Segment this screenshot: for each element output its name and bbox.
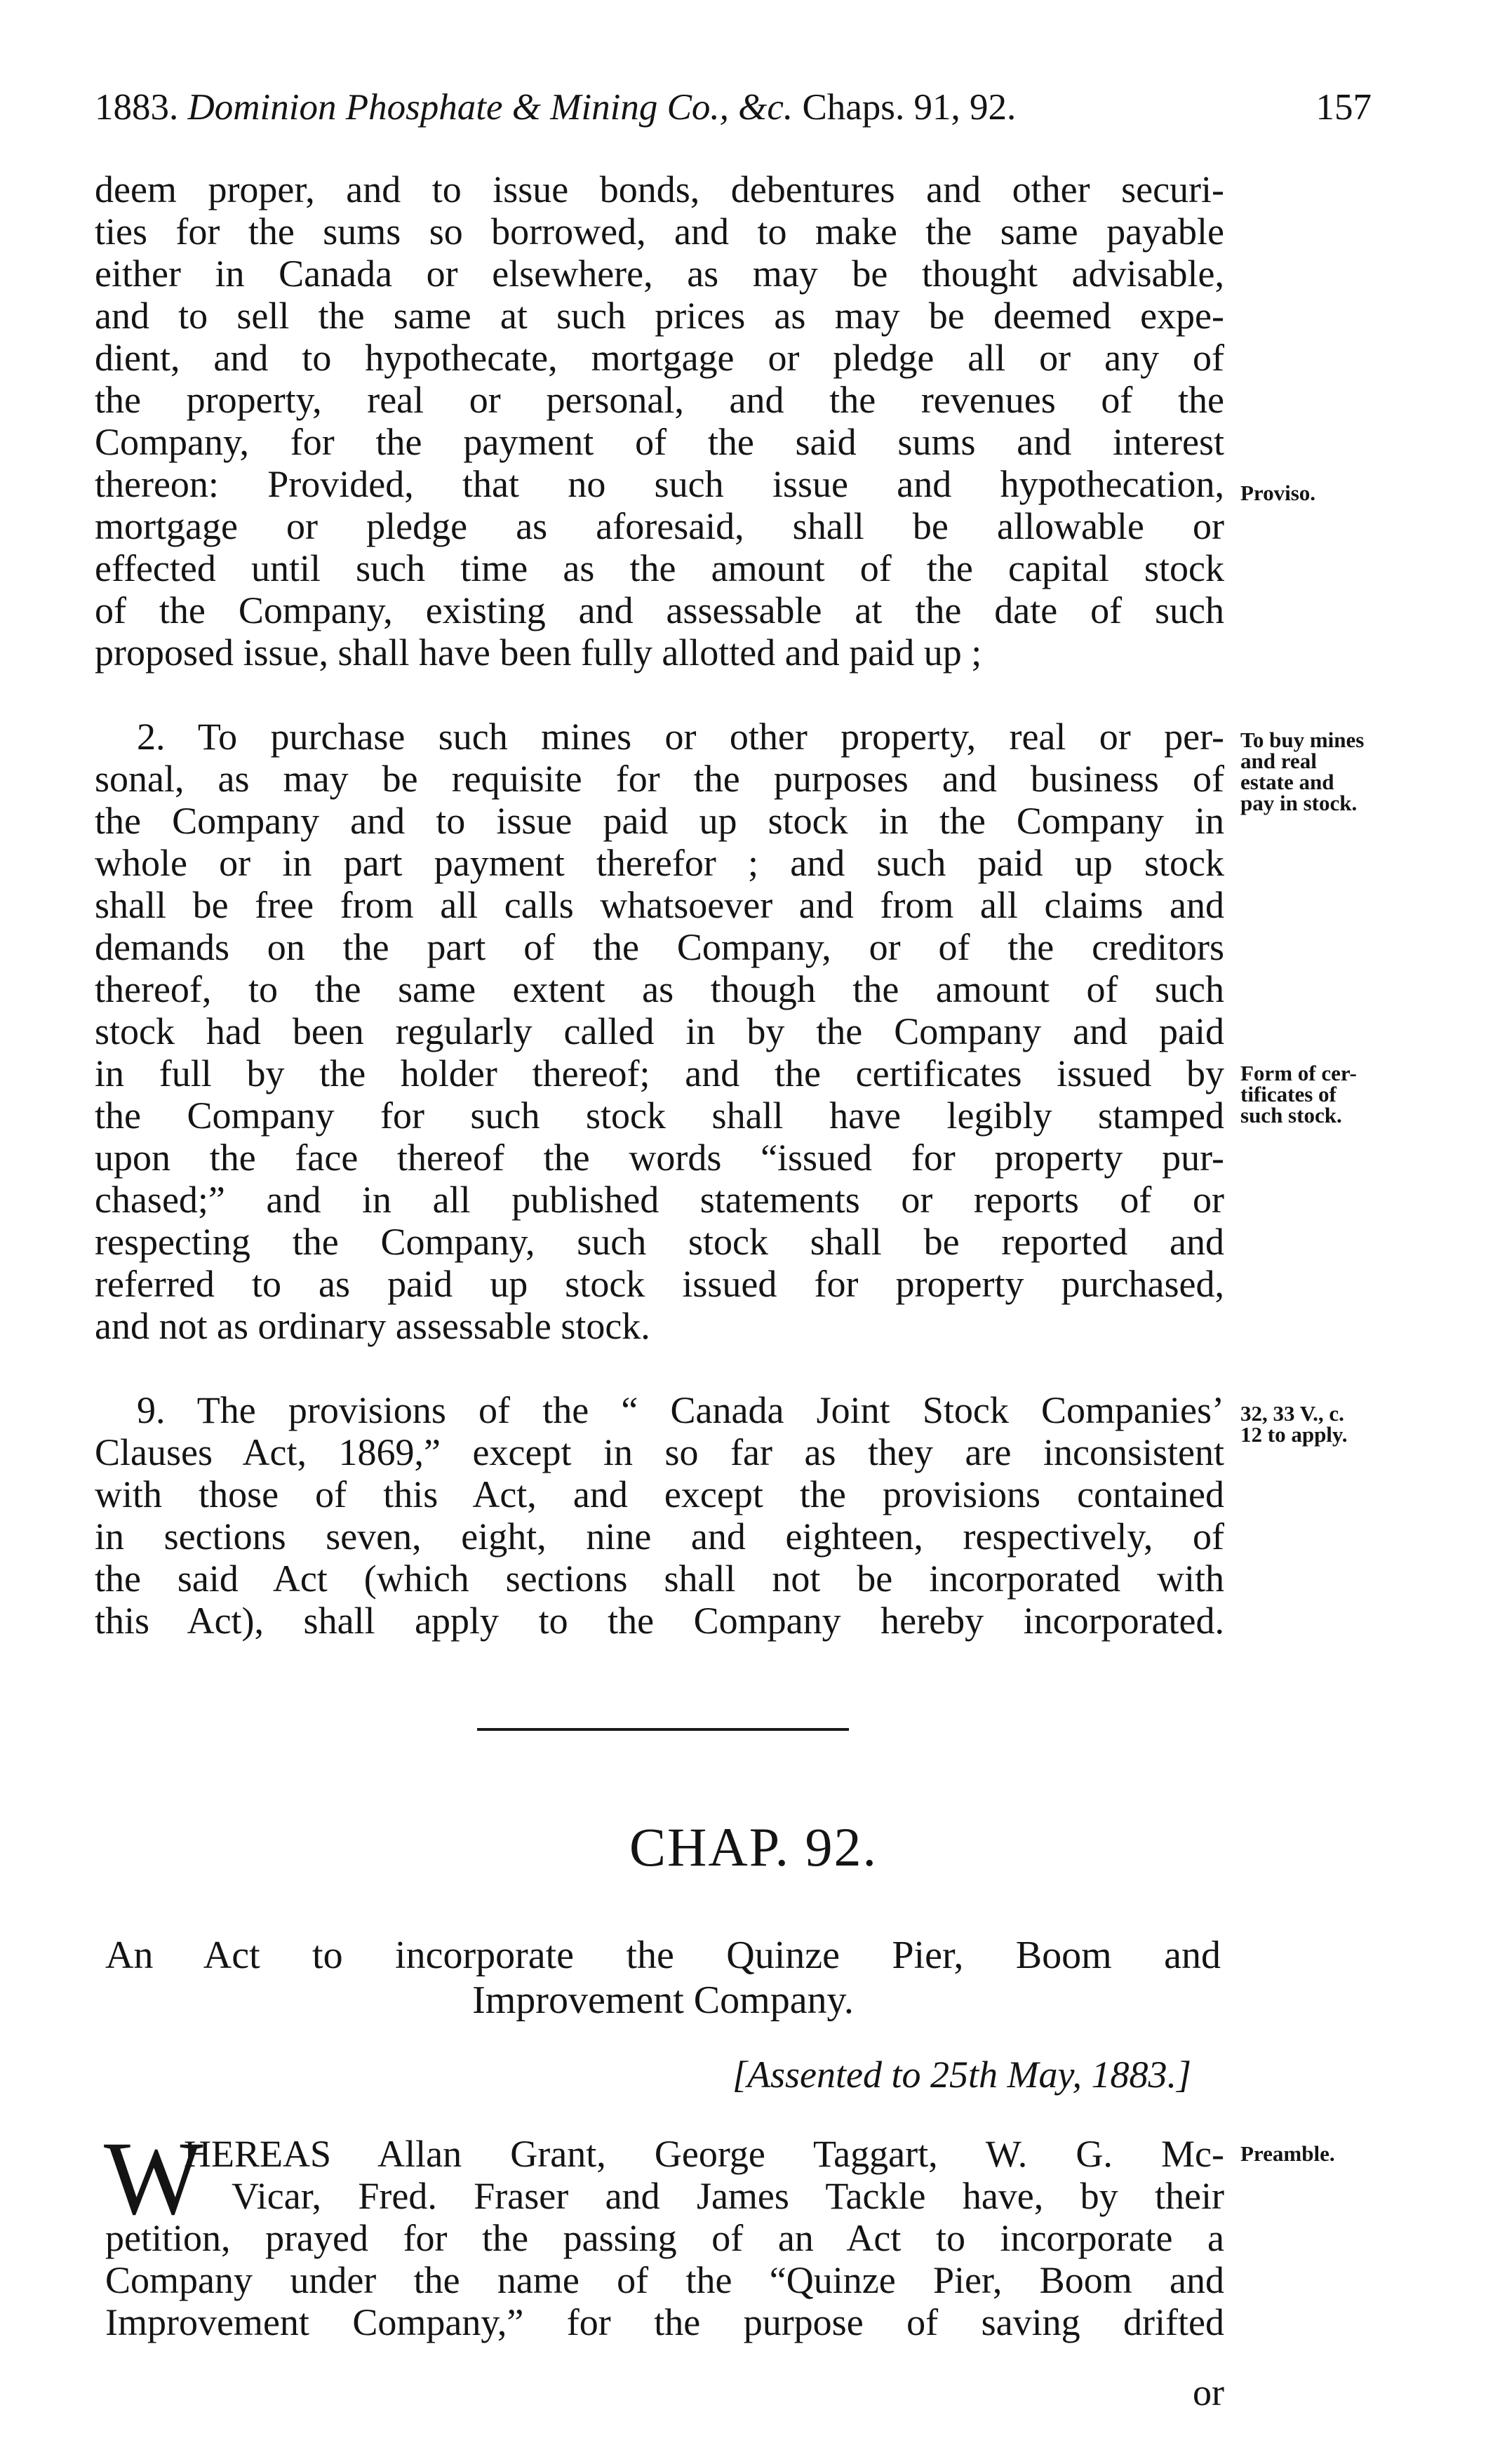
section-9-text [95,1389,1224,1642]
header-title [95,83,1016,132]
text-line: shall be free from all calls whatsoever and from all claims and [95,884,1224,926]
text-line: effected until such time as the amount of the capital stock [95,547,1224,589]
text-line: Vicar, Fred. Fraser and James Tackle have, by their [232,2175,1224,2217]
text-line: mortgage or pledge as aforesaid, shall be allowable or [95,505,1224,547]
header-year: 1883. [95,87,179,128]
act-title-line-1: An Act to incorporate the Quinze Pier, Boom and [105,1934,1221,1977]
section-2-text [95,716,1224,1347]
section-1-text [95,168,1224,674]
text-line: dient, and to hypothecate, mortgage or pledge all or any of [95,337,1224,379]
text-line: whole or in part payment therefor ; and such paid up stock [95,842,1224,884]
section-divider [477,1728,849,1731]
text-line: and to sell the same at such prices as may be deemed expe- [95,295,1224,337]
text-line: 2. To purchase such mines or other property, real or per- [137,716,1224,758]
act-title-line-2: Improvement Company. [472,1978,854,2022]
text-line: Company under the name of the “Quinze Pier, Boom and [105,2259,1224,2301]
text-line: Improvement Company,” for the purpose of saving drifted [105,2301,1224,2343]
text-line: in sections seven, eight, nine and eighteen, respectively, of [95,1515,1224,1558]
text-line: petition, prayed for the passing of an Act to incorporate a [105,2217,1224,2259]
text-line: HEREAS Allan Grant, George Taggart, W. G. Mc- [184,2133,1224,2175]
header-italic-title: Dominion Phosphate & Mining Co., &c. [187,87,793,128]
text-line: either in Canada or elsewhere, as may be thought advisable, [95,253,1224,295]
running-header [95,83,1372,132]
margin-note-line: such stock. [1240,1103,1342,1127]
text-line: sonal, as may be requisite for the purposes and business of [95,758,1224,800]
text-line: upon the face thereof the words “issued for property pur- [95,1137,1224,1179]
drop-cap: W [104,2120,203,2237]
margin-note-certificates [1240,1063,1423,1126]
margin-note-preamble: Preamble. [1240,2141,1335,2166]
text-line: this Act), shall apply to the Company hereby incorporated. [95,1600,1224,1642]
text-line: and not as ordinary assessable stock. [95,1305,650,1347]
margin-note-line: estate and [1240,770,1334,794]
header-chapters: Chaps. 91, 92. [802,87,1017,128]
margin-note-line: To buy mines [1240,728,1365,752]
margin-note-proviso: Proviso. [1240,481,1316,505]
margin-note-joint-stock [1240,1403,1423,1445]
text-line: ties for the sums so borrowed, and to make the same payable [95,210,1224,253]
text-line: the property, real or personal, and the revenues of the [95,379,1224,421]
text-line: with those of this Act, and except the provisions contained [95,1473,1224,1515]
text-line: the said Act (which sections shall not be incorporated with [95,1558,1224,1600]
text-line: Company, for the payment of the said sums and interest [95,421,1224,463]
catchword: or [1193,2371,1224,2413]
margin-note-line: tificates of [1240,1082,1337,1106]
page-number: 157 [1315,87,1372,128]
text-line: proposed issue, shall have been fully allotted and paid up ; [95,631,982,674]
text-line: thereof, to the same extent as though the amount of such [95,968,1224,1010]
text-line: 9. The provisions of the “ Canada Joint Stock Companies’ [137,1389,1224,1431]
text-line: of the Company, existing and assessable at the date of such [95,589,1224,631]
act-title [105,1933,1221,2023]
text-line: referred to as paid up stock issued for property purchased, [95,1263,1224,1305]
margin-note-line: Form of cer- [1240,1061,1357,1085]
chapter-heading: CHAP. 92. [629,1816,878,1877]
text-line: chased;” and in all published statements or reports of or [95,1179,1224,1221]
text-line: Clauses Act, 1869,” except in so far as they are inconsistent [95,1431,1224,1473]
margin-note-line: 32, 33 V., c. [1240,1401,1344,1426]
text-line: respecting the Company, such stock shall be reported and [95,1221,1224,1263]
margin-note-buy-mines [1240,730,1423,814]
text-line: the Company and to issue paid up stock in the Company in [95,800,1224,842]
assent-date: [Assented to 25th May, 1883.] [732,2054,1191,2096]
text-line: the Company for such stock shall have legibly stamped [95,1094,1224,1137]
text-line: demands on the part of the Company, or of the creditors [95,926,1224,968]
text-line: in full by the holder thereof; and the certificates issued by [95,1052,1224,1094]
text-line: deem proper, and to issue bonds, debentures and other securi- [95,168,1224,210]
margin-note-line: pay in stock. [1240,791,1358,815]
margin-note-line: 12 to apply. [1240,1422,1348,1447]
margin-note-line: and real [1240,749,1317,773]
text-line: thereon: Provided, that no such issue and hypothecation, [95,463,1224,505]
text-line: stock had been regularly called in by the Company and paid [95,1010,1224,1052]
